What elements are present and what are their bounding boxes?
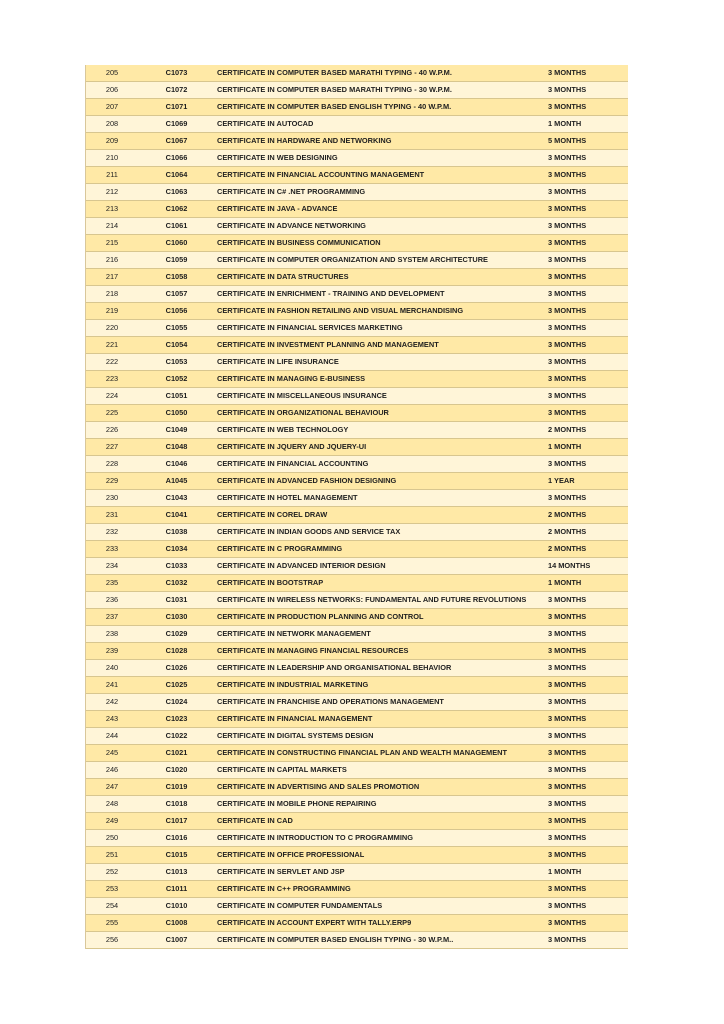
course-duration: 3 MONTHS (546, 99, 628, 116)
course-duration: 1 MONTH (546, 116, 628, 133)
course-code: C1071 (138, 99, 215, 116)
course-code: C1028 (138, 643, 215, 660)
course-duration: 3 MONTHS (546, 915, 628, 932)
course-serial-number: 239 (86, 643, 138, 660)
table-row (86, 745, 628, 762)
course-code: C1022 (138, 728, 215, 745)
course-name: CERTIFICATE IN COMPUTER BASED ENGLISH TYPING - 40 W.P.M. (215, 99, 546, 116)
course-duration: 2 MONTHS (546, 524, 628, 541)
course-name: CERTIFICATE IN HARDWARE AND NETWORKING (215, 133, 546, 150)
table-row (86, 150, 628, 167)
course-code: C1030 (138, 609, 215, 626)
course-serial-number: 252 (86, 864, 138, 881)
course-code: C1051 (138, 388, 215, 405)
table-row (86, 813, 628, 830)
course-name: CERTIFICATE IN DATA STRUCTURES (215, 269, 546, 286)
course-name: CERTIFICATE IN COMPUTER BASED MARATHI TYPING - 30 W.P.M. (215, 82, 546, 99)
course-code: C1007 (138, 932, 215, 949)
course-duration: 3 MONTHS (546, 745, 628, 762)
course-duration: 2 MONTHS (546, 541, 628, 558)
course-code: C1053 (138, 354, 215, 371)
course-duration: 3 MONTHS (546, 286, 628, 303)
course-code: C1046 (138, 456, 215, 473)
table-row (86, 201, 628, 218)
course-serial-number: 206 (86, 82, 138, 99)
table-row (86, 218, 628, 235)
course-code: C1031 (138, 592, 215, 609)
course-name: CERTIFICATE IN CONSTRUCTING FINANCIAL PLAN AND WEALTH MANAGEMENT (215, 745, 546, 762)
course-code: C1034 (138, 541, 215, 558)
table-row (86, 439, 628, 456)
course-serial-number: 240 (86, 660, 138, 677)
course-duration: 3 MONTHS (546, 609, 628, 626)
course-serial-number: 236 (86, 592, 138, 609)
course-serial-number: 223 (86, 371, 138, 388)
table-row (86, 677, 628, 694)
course-duration: 3 MONTHS (546, 235, 628, 252)
course-name: CERTIFICATE IN OFFICE PROFESSIONAL (215, 847, 546, 864)
course-duration: 3 MONTHS (546, 779, 628, 796)
table-row (86, 269, 628, 286)
course-serial-number: 217 (86, 269, 138, 286)
course-name: CERTIFICATE IN ADVANCE NETWORKING (215, 218, 546, 235)
table-row (86, 898, 628, 915)
table-row (86, 490, 628, 507)
course-name: CERTIFICATE IN DIGITAL SYSTEMS DESIGN (215, 728, 546, 745)
course-code: C1054 (138, 337, 215, 354)
course-serial-number: 253 (86, 881, 138, 898)
course-name: CERTIFICATE IN FINANCIAL SERVICES MARKETING (215, 320, 546, 337)
table-row (86, 388, 628, 405)
course-duration: 3 MONTHS (546, 167, 628, 184)
table-row (86, 65, 628, 82)
course-duration: 3 MONTHS (546, 201, 628, 218)
course-name: CERTIFICATE IN CAPITAL MARKETS (215, 762, 546, 779)
course-duration: 1 MONTH (546, 864, 628, 881)
table-row (86, 133, 628, 150)
course-serial-number: 219 (86, 303, 138, 320)
course-serial-number: 241 (86, 677, 138, 694)
table-row (86, 354, 628, 371)
course-duration: 3 MONTHS (546, 711, 628, 728)
course-code: C1008 (138, 915, 215, 932)
table-row (86, 320, 628, 337)
course-code: C1041 (138, 507, 215, 524)
course-serial-number: 245 (86, 745, 138, 762)
table-row (86, 830, 628, 847)
course-serial-number: 220 (86, 320, 138, 337)
table-row (86, 99, 628, 116)
course-table (86, 65, 628, 949)
course-name: CERTIFICATE IN FRANCHISE AND OPERATIONS MANAGEMENT (215, 694, 546, 711)
course-duration: 1 MONTH (546, 439, 628, 456)
course-code: C1067 (138, 133, 215, 150)
course-duration: 3 MONTHS (546, 456, 628, 473)
course-code: C1063 (138, 184, 215, 201)
course-name: CERTIFICATE IN COREL DRAW (215, 507, 546, 524)
course-serial-number: 234 (86, 558, 138, 575)
course-code: C1073 (138, 65, 215, 82)
course-duration: 2 MONTHS (546, 422, 628, 439)
course-name: CERTIFICATE IN ACCOUNT EXPERT WITH TALLY.ERP9 (215, 915, 546, 932)
table-row (86, 184, 628, 201)
course-duration: 2 MONTHS (546, 507, 628, 524)
table-row (86, 575, 628, 592)
course-name: CERTIFICATE IN WEB DESIGNING (215, 150, 546, 167)
course-duration: 5 MONTHS (546, 133, 628, 150)
course-serial-number: 247 (86, 779, 138, 796)
course-name: CERTIFICATE IN LIFE INSURANCE (215, 354, 546, 371)
course-duration: 3 MONTHS (546, 592, 628, 609)
course-code: C1048 (138, 439, 215, 456)
course-serial-number: 207 (86, 99, 138, 116)
table-row (86, 881, 628, 898)
course-duration: 3 MONTHS (546, 269, 628, 286)
course-name: CERTIFICATE IN MANAGING FINANCIAL RESOURCES (215, 643, 546, 660)
course-duration: 3 MONTHS (546, 643, 628, 660)
table-row (86, 473, 628, 490)
table-row (86, 422, 628, 439)
course-code: C1069 (138, 116, 215, 133)
course-serial-number: 233 (86, 541, 138, 558)
course-code: C1052 (138, 371, 215, 388)
table-row (86, 711, 628, 728)
course-duration: 14 MONTHS (546, 558, 628, 575)
course-duration: 3 MONTHS (546, 898, 628, 915)
table-row (86, 643, 628, 660)
course-serial-number: 248 (86, 796, 138, 813)
course-duration: 3 MONTHS (546, 847, 628, 864)
course-code: C1056 (138, 303, 215, 320)
course-serial-number: 205 (86, 65, 138, 82)
course-name: CERTIFICATE IN MISCELLANEOUS INSURANCE (215, 388, 546, 405)
course-serial-number: 237 (86, 609, 138, 626)
course-name: CERTIFICATE IN FINANCIAL MANAGEMENT (215, 711, 546, 728)
course-serial-number: 231 (86, 507, 138, 524)
table-row (86, 541, 628, 558)
course-duration: 3 MONTHS (546, 881, 628, 898)
course-serial-number: 255 (86, 915, 138, 932)
course-serial-number: 227 (86, 439, 138, 456)
course-name: CERTIFICATE IN FINANCIAL ACCOUNTING MANAGEMENT (215, 167, 546, 184)
course-name: CERTIFICATE IN HOTEL MANAGEMENT (215, 490, 546, 507)
table-row (86, 405, 628, 422)
course-code: C1023 (138, 711, 215, 728)
course-code: C1050 (138, 405, 215, 422)
course-serial-number: 249 (86, 813, 138, 830)
course-duration: 3 MONTHS (546, 694, 628, 711)
course-duration: 3 MONTHS (546, 82, 628, 99)
course-serial-number: 232 (86, 524, 138, 541)
course-name: CERTIFICATE IN BOOTSTRAP (215, 575, 546, 592)
course-duration: 3 MONTHS (546, 354, 628, 371)
course-serial-number: 222 (86, 354, 138, 371)
course-code: C1057 (138, 286, 215, 303)
course-name: CERTIFICATE IN WIRELESS NETWORKS: FUNDAMENTAL AND FUTURE REVOLUTIONS (215, 592, 546, 609)
course-duration: 3 MONTHS (546, 813, 628, 830)
table-row (86, 609, 628, 626)
course-serial-number: 221 (86, 337, 138, 354)
course-serial-number: 256 (86, 932, 138, 949)
course-serial-number: 230 (86, 490, 138, 507)
course-duration: 3 MONTHS (546, 252, 628, 269)
course-serial-number: 214 (86, 218, 138, 235)
course-duration: 3 MONTHS (546, 626, 628, 643)
course-serial-number: 226 (86, 422, 138, 439)
course-name: CERTIFICATE IN SERVLET AND JSP (215, 864, 546, 881)
table-row (86, 915, 628, 932)
table-row (86, 507, 628, 524)
course-name: CERTIFICATE IN JQUERY AND JQUERY-UI (215, 439, 546, 456)
course-code: C1025 (138, 677, 215, 694)
table-row (86, 932, 628, 949)
table-row (86, 626, 628, 643)
course-name: CERTIFICATE IN ADVANCED FASHION DESIGNING (215, 473, 546, 490)
course-code: C1020 (138, 762, 215, 779)
course-code: C1033 (138, 558, 215, 575)
course-duration: 3 MONTHS (546, 388, 628, 405)
course-duration: 3 MONTHS (546, 728, 628, 745)
course-name: CERTIFICATE IN C++ PROGRAMMING (215, 881, 546, 898)
course-name: CERTIFICATE IN ADVERTISING AND SALES PROMOTION (215, 779, 546, 796)
course-name: CERTIFICATE IN INVESTMENT PLANNING AND MANAGEMENT (215, 337, 546, 354)
course-name: CERTIFICATE IN JAVA - ADVANCE (215, 201, 546, 218)
course-name: CERTIFICATE IN COMPUTER ORGANIZATION AND SYSTEM ARCHITECTURE (215, 252, 546, 269)
course-name: CERTIFICATE IN INDUSTRIAL MARKETING (215, 677, 546, 694)
course-code: C1010 (138, 898, 215, 915)
course-code: C1016 (138, 830, 215, 847)
course-duration: 3 MONTHS (546, 65, 628, 82)
course-duration: 3 MONTHS (546, 677, 628, 694)
course-duration: 3 MONTHS (546, 337, 628, 354)
course-duration: 3 MONTHS (546, 184, 628, 201)
course-code: C1019 (138, 779, 215, 796)
table-row (86, 303, 628, 320)
course-list-page (85, 65, 620, 949)
course-code: C1058 (138, 269, 215, 286)
course-code: C1061 (138, 218, 215, 235)
course-name: CERTIFICATE IN FASHION RETAILING AND VISUAL MERCHANDISING (215, 303, 546, 320)
course-name: CERTIFICATE IN ADVANCED INTERIOR DESIGN (215, 558, 546, 575)
table-row (86, 779, 628, 796)
course-name: CERTIFICATE IN COMPUTER FUNDAMENTALS (215, 898, 546, 915)
course-code: C1038 (138, 524, 215, 541)
course-serial-number: 210 (86, 150, 138, 167)
course-serial-number: 225 (86, 405, 138, 422)
course-duration: 3 MONTHS (546, 932, 628, 949)
course-name: CERTIFICATE IN ENRICHMENT - TRAINING AND DEVELOPMENT (215, 286, 546, 303)
table-row (86, 864, 628, 881)
course-serial-number: 208 (86, 116, 138, 133)
table-row (86, 337, 628, 354)
course-code: C1066 (138, 150, 215, 167)
course-code: C1062 (138, 201, 215, 218)
course-name: CERTIFICATE IN LEADERSHIP AND ORGANISATIONAL BEHAVIOR (215, 660, 546, 677)
course-serial-number: 243 (86, 711, 138, 728)
course-duration: 3 MONTHS (546, 830, 628, 847)
course-code: C1060 (138, 235, 215, 252)
table-row (86, 558, 628, 575)
course-duration: 3 MONTHS (546, 303, 628, 320)
course-code: C1064 (138, 167, 215, 184)
course-duration: 3 MONTHS (546, 405, 628, 422)
course-duration: 3 MONTHS (546, 150, 628, 167)
course-duration: 3 MONTHS (546, 796, 628, 813)
course-serial-number: 212 (86, 184, 138, 201)
course-name: CERTIFICATE IN ORGANIZATIONAL BEHAVIOUR (215, 405, 546, 422)
course-name: CERTIFICATE IN FINANCIAL ACCOUNTING (215, 456, 546, 473)
course-duration: 3 MONTHS (546, 320, 628, 337)
course-serial-number: 209 (86, 133, 138, 150)
course-duration: 3 MONTHS (546, 762, 628, 779)
course-code: C1055 (138, 320, 215, 337)
course-code: C1017 (138, 813, 215, 830)
course-name: CERTIFICATE IN INDIAN GOODS AND SERVICE TAX (215, 524, 546, 541)
table-row (86, 116, 628, 133)
course-code: C1029 (138, 626, 215, 643)
course-serial-number: 228 (86, 456, 138, 473)
course-name: CERTIFICATE IN PRODUCTION PLANNING AND CONTROL (215, 609, 546, 626)
course-code: C1018 (138, 796, 215, 813)
course-name: CERTIFICATE IN NETWORK MANAGEMENT (215, 626, 546, 643)
course-code: C1011 (138, 881, 215, 898)
course-serial-number: 250 (86, 830, 138, 847)
course-code: C1032 (138, 575, 215, 592)
course-duration: 1 MONTH (546, 575, 628, 592)
course-name: CERTIFICATE IN C PROGRAMMING (215, 541, 546, 558)
course-serial-number: 216 (86, 252, 138, 269)
course-code: C1026 (138, 660, 215, 677)
course-duration: 3 MONTHS (546, 490, 628, 507)
course-serial-number: 254 (86, 898, 138, 915)
table-row (86, 796, 628, 813)
table-row (86, 235, 628, 252)
course-name: CERTIFICATE IN AUTOCAD (215, 116, 546, 133)
course-name: CERTIFICATE IN COMPUTER BASED MARATHI TYPING - 40 W.P.M. (215, 65, 546, 82)
course-code: A1045 (138, 473, 215, 490)
course-code: C1049 (138, 422, 215, 439)
course-serial-number: 213 (86, 201, 138, 218)
course-serial-number: 215 (86, 235, 138, 252)
table-row (86, 660, 628, 677)
table-row (86, 286, 628, 303)
table-row (86, 371, 628, 388)
course-code: C1043 (138, 490, 215, 507)
course-duration: 1 YEAR (546, 473, 628, 490)
course-code: C1015 (138, 847, 215, 864)
course-code: C1024 (138, 694, 215, 711)
course-serial-number: 211 (86, 167, 138, 184)
course-code: C1059 (138, 252, 215, 269)
course-serial-number: 218 (86, 286, 138, 303)
table-row (86, 456, 628, 473)
course-serial-number: 235 (86, 575, 138, 592)
table-row (86, 252, 628, 269)
course-table-body (86, 65, 628, 949)
course-duration: 3 MONTHS (546, 660, 628, 677)
table-row (86, 167, 628, 184)
table-row (86, 524, 628, 541)
course-serial-number: 244 (86, 728, 138, 745)
course-serial-number: 229 (86, 473, 138, 490)
course-duration: 3 MONTHS (546, 371, 628, 388)
course-serial-number: 251 (86, 847, 138, 864)
course-name: CERTIFICATE IN BUSINESS COMMUNICATION (215, 235, 546, 252)
course-name: CERTIFICATE IN MANAGING E-BUSINESS (215, 371, 546, 388)
table-row (86, 728, 628, 745)
course-code: C1021 (138, 745, 215, 762)
course-name: CERTIFICATE IN C# .NET PROGRAMMING (215, 184, 546, 201)
course-duration: 3 MONTHS (546, 218, 628, 235)
course-name: CERTIFICATE IN CAD (215, 813, 546, 830)
table-row (86, 762, 628, 779)
course-code: C1072 (138, 82, 215, 99)
table-row (86, 82, 628, 99)
course-serial-number: 242 (86, 694, 138, 711)
course-serial-number: 246 (86, 762, 138, 779)
course-code: C1013 (138, 864, 215, 881)
course-name: CERTIFICATE IN INTRODUCTION TO C PROGRAMMING (215, 830, 546, 847)
course-name: CERTIFICATE IN COMPUTER BASED ENGLISH TYPING - 30 W.P.M.. (215, 932, 546, 949)
course-name: CERTIFICATE IN MOBILE PHONE REPAIRING (215, 796, 546, 813)
course-serial-number: 224 (86, 388, 138, 405)
table-row (86, 694, 628, 711)
table-row (86, 592, 628, 609)
table-row (86, 847, 628, 864)
course-name: CERTIFICATE IN WEB TECHNOLOGY (215, 422, 546, 439)
course-serial-number: 238 (86, 626, 138, 643)
